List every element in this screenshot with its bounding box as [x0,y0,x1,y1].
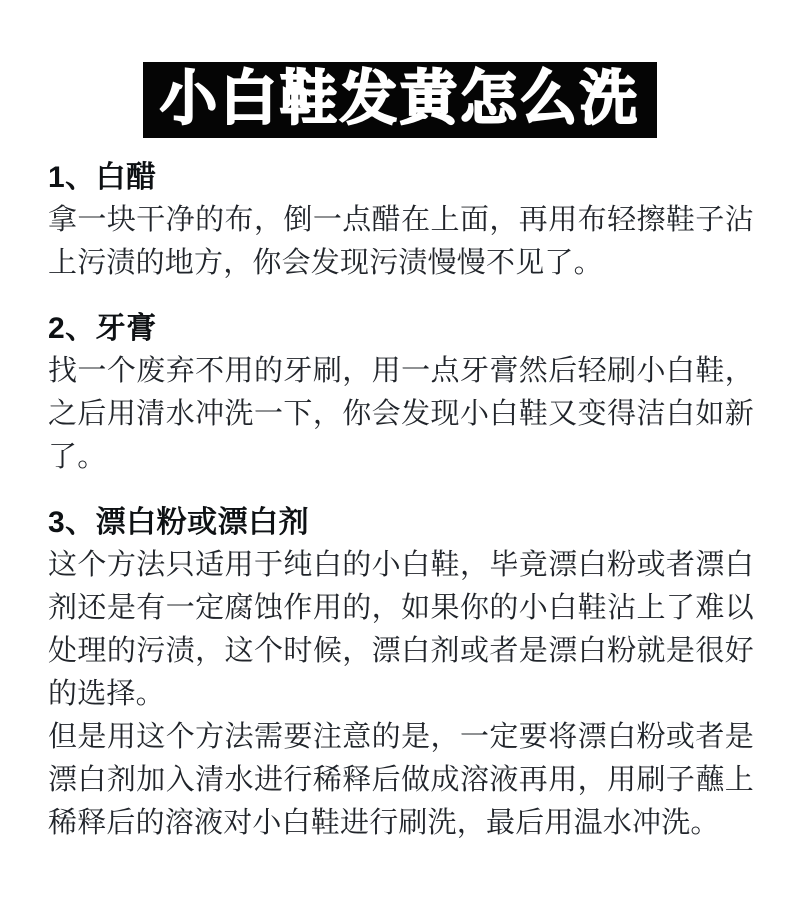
section-toothpaste [48,307,754,479]
section-vinegar-paragraph: 拿一块干净的布，倒一点醋在上面，再用布轻擦鞋子沾上污渍的地方，你会发现污渍慢慢不见了。 [48,203,754,279]
section-vinegar-heading: 1、白醋 [48,160,157,194]
section-bleach-paragraph-1: 这个方法只适用于纯白的小白鞋，毕竟漂白粉或者漂白剂还是有一定腐蚀作用的，如果你的小白鞋沾上了难以处理的污渍，这个时候，漂白剂或者是漂白粉就是很好的选择。 [48,548,754,710]
content-area [0,156,800,845]
section-bleach [48,501,754,845]
section-bleach-heading: 3、漂白粉或漂白剂 [48,505,310,539]
section-toothpaste-heading: 2、牙膏 [48,311,157,345]
page-title: 小白鞋发黄怎么洗 [160,65,640,133]
section-vinegar [48,156,754,285]
title-banner [143,62,657,138]
section-bleach-paragraph-2: 但是用这个方法需要注意的是，一定要将漂白粉或者是漂白剂加入清水进行稀释后做成溶液再用，用刷子蘸上稀释后的溶液对小白鞋进行刷洗，最后用温水冲洗。 [48,720,754,839]
section-toothpaste-paragraph: 找一个废弃不用的牙刷，用一点牙膏然后轻刷小白鞋，之后用清水冲洗一下，你会发现小白鞋又变得洁白如新了。 [48,354,754,473]
